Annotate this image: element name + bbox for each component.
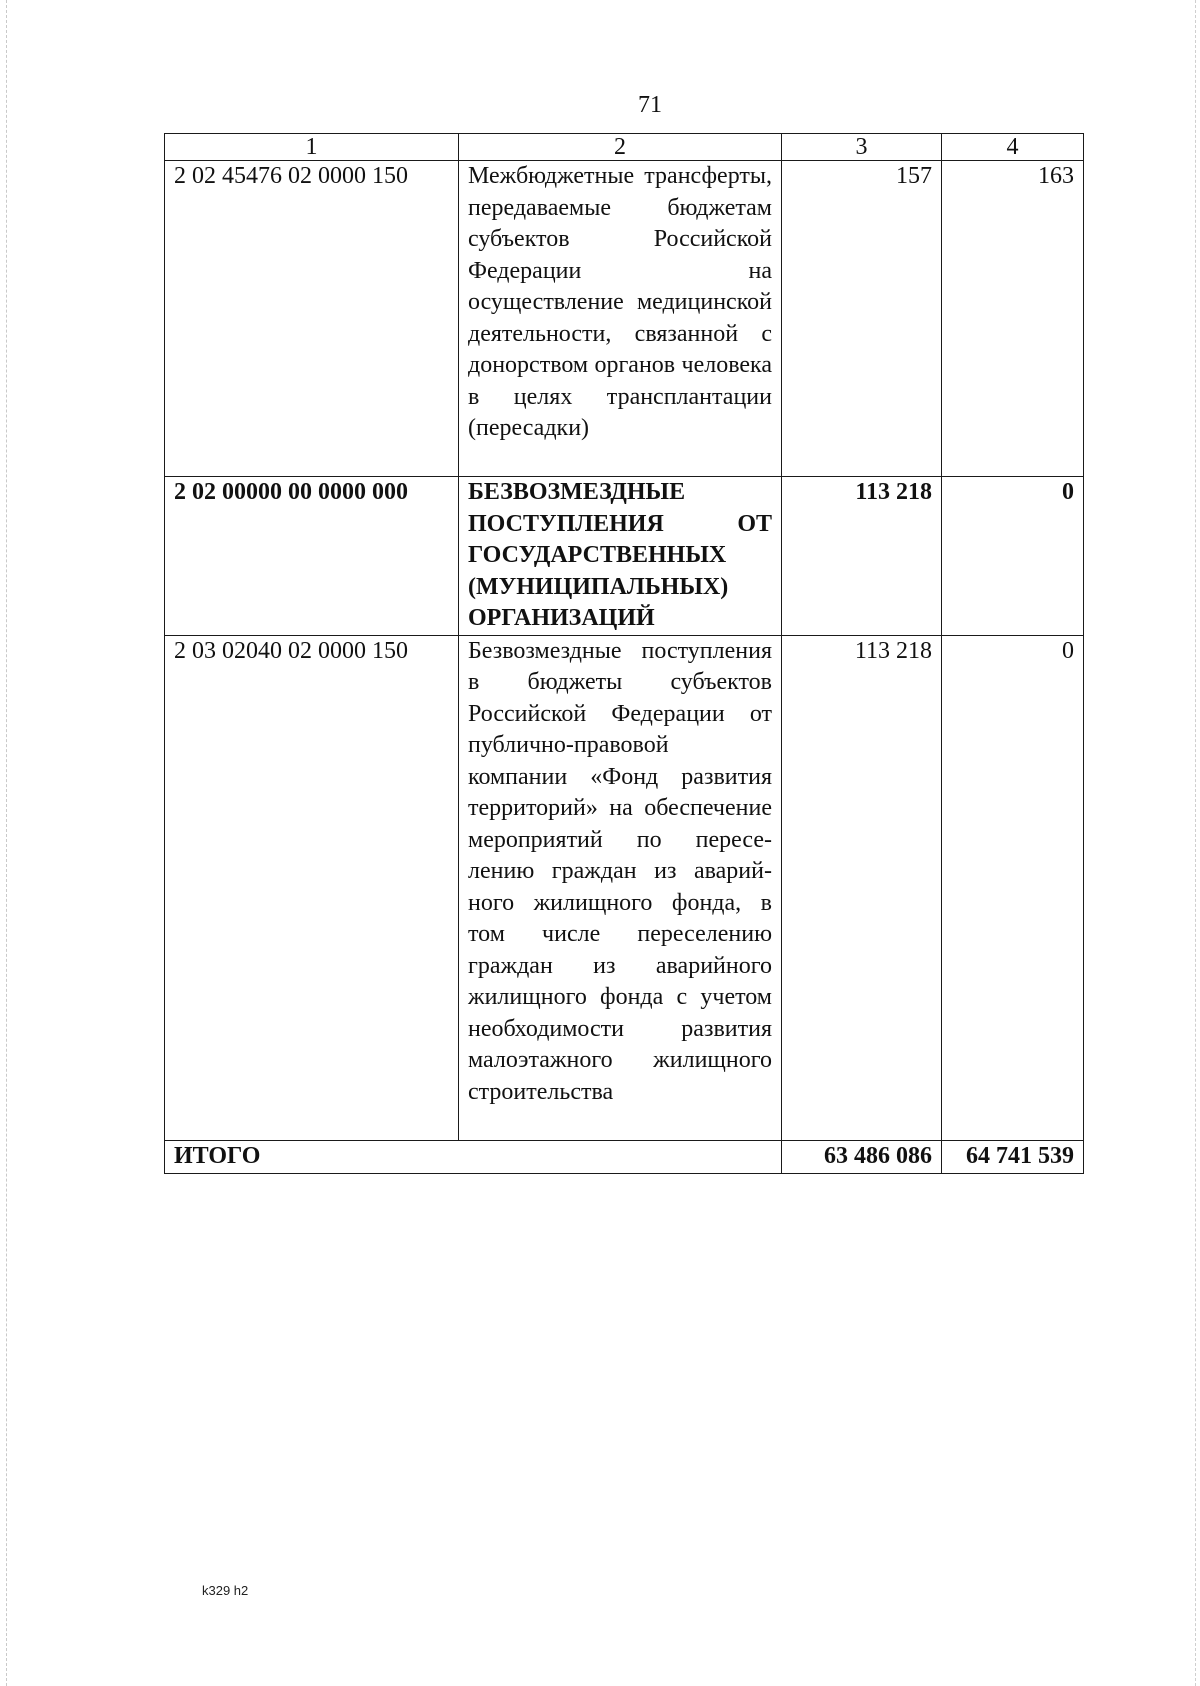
page-number-text: 71 [638, 92, 662, 118]
total-value-column-4: 64 741 539 [942, 1140, 1084, 1173]
table-row [165, 635, 1084, 1140]
budget-classification-code: 2 02 00000 00 0000 000 [165, 477, 459, 636]
budget-revenue-table [164, 133, 1084, 1174]
table-row [165, 477, 1084, 636]
column-number-1: 1 [165, 134, 459, 161]
document-footer-code: k329 h2 [202, 1583, 249, 1598]
value-column-4: 0 [942, 635, 1084, 1140]
column-number-2: 2 [459, 134, 782, 161]
total-label: ИТОГО [165, 1140, 782, 1173]
page-number [0, 92, 1200, 119]
scan-edge-left [6, 0, 7, 1686]
value-column-4: 0 [942, 477, 1084, 636]
column-number-3: 3 [782, 134, 942, 161]
column-number-4: 4 [942, 134, 1084, 161]
budget-classification-code: 2 02 45476 02 0000 150 [165, 161, 459, 477]
scan-edge-right [1195, 0, 1196, 1686]
budget-classification-code: 2 03 02040 02 0000 150 [165, 635, 459, 1140]
column-number-row [165, 134, 1084, 161]
table-row [165, 161, 1084, 477]
value-column-3: 113 218 [782, 477, 942, 636]
total-row [165, 1140, 1084, 1173]
revenue-description: БЕЗВОЗМЕЗДНЫЕ ПОСТУПЛЕНИЯ ОТ ГОСУДАРСТВЕННЫХ (МУНИЦИПАЛЬНЫХ) ОРГАНИЗАЦИЙ [459, 477, 782, 636]
revenue-description: Безвозмездные поступления в бюджеты субъектов Российской Федерации от публично-правовой компании «Фонд развития территорий» на обеспечение мероприятий по переселению граждан из аварийного жилищного фонда, в том числе переселению граждан из аварийного жилищного фонда с учетом необходимости развития малоэтажного жилищного строительства [459, 635, 782, 1140]
value-column-3: 113 218 [782, 635, 942, 1140]
revenue-description: Межбюджетные трансферты, передаваемые бюджетам субъектов Российской Федерации на осуществление медицинской деятельности, связанной с донорством органов человека в целях трансплантации (пересадки) [459, 161, 782, 477]
value-column-4: 163 [942, 161, 1084, 477]
total-value-column-3: 63 486 086 [782, 1140, 942, 1173]
value-column-3: 157 [782, 161, 942, 477]
